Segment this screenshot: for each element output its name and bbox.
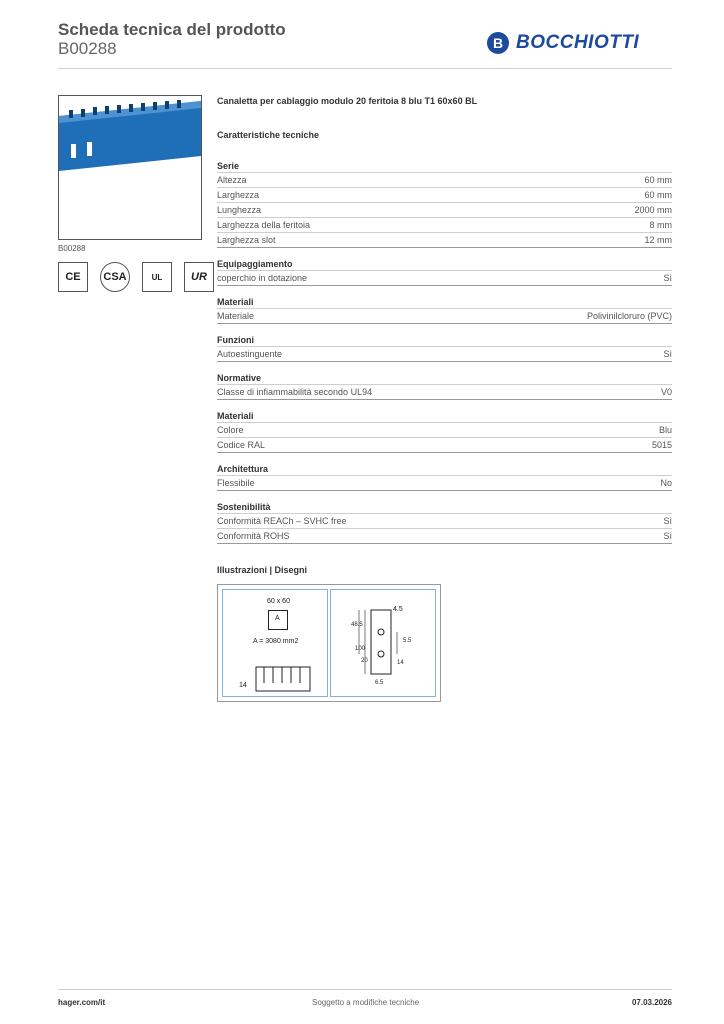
spec-label: Colore — [217, 425, 244, 435]
brand-logo — [486, 28, 639, 58]
dim-label: 48.5 — [351, 622, 363, 628]
certifications — [58, 262, 214, 292]
spec-sections — [217, 156, 672, 544]
section-heading: Materiali — [217, 406, 672, 423]
dim-label: 4.5 — [393, 606, 403, 613]
spec-row — [217, 423, 672, 438]
product-photo — [58, 95, 202, 240]
spec-value: 8 mm — [649, 220, 672, 230]
brand-logo-icon — [486, 31, 510, 55]
spec-value: V0 — [660, 387, 672, 397]
section-heading: Equipaggiamento — [217, 254, 672, 271]
spec-label: Lunghezza — [217, 205, 262, 215]
spec-value: Sì — [663, 531, 672, 541]
section-heading: Sostenibilità — [217, 497, 672, 514]
spec-row — [217, 529, 672, 544]
spec-row — [217, 203, 672, 218]
spec-label: Materiale — [217, 311, 255, 321]
spec-row — [217, 233, 672, 248]
dim-label: 14 — [397, 660, 404, 666]
spec-value: Sì — [663, 516, 672, 526]
spec-row — [217, 188, 672, 203]
dim-label: 5.5 — [403, 638, 412, 644]
spec-label: Codice RAL — [217, 440, 266, 450]
spec-row — [217, 476, 672, 491]
spec-label: Larghezza slot — [217, 235, 276, 245]
spec-value: Blu — [658, 425, 672, 435]
svg-text:B: B — [492, 35, 504, 51]
cross-section-icon — [268, 610, 288, 630]
spec-value: No — [660, 478, 672, 488]
spec-section — [217, 156, 672, 248]
header-divider — [58, 68, 672, 69]
dim-label: 6.5 — [375, 680, 384, 686]
spec-row — [217, 173, 672, 188]
spec-value: Sì — [663, 349, 672, 359]
spec-section — [217, 459, 672, 491]
spec-value: Sì — [663, 273, 672, 283]
spec-section — [217, 254, 672, 286]
spec-value: Polivinilcloruro (PVC) — [586, 311, 672, 321]
photo-code: B00288 — [58, 244, 86, 253]
csa-mark-icon: CSA — [100, 262, 130, 292]
spec-label: Classe di infiammabilità secondo UL94 — [217, 387, 373, 397]
size-label: 60 x 60 — [267, 598, 290, 605]
ur-mark-icon: UR — [184, 262, 214, 292]
area-letter: A — [275, 615, 280, 622]
area-label: A = 3080 mm2 — [253, 638, 299, 645]
spec-section — [217, 368, 672, 400]
spec-value: 5015 — [651, 440, 672, 450]
footer-link[interactable]: hager.com/it — [58, 998, 106, 1007]
illustrations-title: Illustrazioni | Disegni — [217, 565, 308, 575]
product-title: Canaletta per cablaggio modulo 20 feritoia 8 blu T1 60x60 BL — [217, 96, 478, 106]
cross-section-panel — [222, 589, 328, 697]
dim-label: 20 — [361, 658, 368, 664]
spec-label: Conformità REACh – SVHC free — [217, 516, 347, 526]
spec-value: 12 mm — [644, 235, 672, 245]
spec-row — [217, 385, 672, 400]
section-heading: Materiali — [217, 292, 672, 309]
spec-label: Larghezza della feritoia — [217, 220, 311, 230]
section-heading: Normative — [217, 368, 672, 385]
profile-drawing-icon — [349, 604, 419, 684]
section-heading: Architettura — [217, 459, 672, 476]
section-heading: Serie — [217, 156, 672, 173]
spec-row — [217, 309, 672, 324]
spec-label: Conformità ROHS — [217, 531, 290, 541]
illustrations-box — [217, 584, 441, 702]
spec-value: 60 mm — [644, 175, 672, 185]
footer-divider — [58, 989, 672, 990]
spec-label: Flessibile — [217, 478, 255, 488]
spec-section — [217, 292, 672, 324]
brand-name: BOCCHIOTTI — [516, 32, 640, 53]
spec-section — [217, 497, 672, 544]
ce-mark-icon: CE — [58, 262, 88, 292]
product-code: B00288 — [58, 39, 117, 58]
spec-row — [217, 514, 672, 529]
spec-label: coperchio in dotazione — [217, 273, 308, 283]
spec-value: 60 mm — [644, 190, 672, 200]
spec-label: Autoestinguente — [217, 349, 283, 359]
spec-label: Altezza — [217, 175, 247, 185]
spec-section — [217, 406, 672, 453]
spec-row — [217, 218, 672, 233]
spec-row — [217, 347, 672, 362]
spec-label: Larghezza — [217, 190, 260, 200]
footer-note: Soggetto a modifiche tecniche — [312, 998, 420, 1007]
footer-date: 07.03.2026 — [631, 998, 672, 1007]
page-title: Scheda tecnica del prodotto — [58, 20, 286, 39]
ul-mark-icon: UL — [142, 262, 172, 292]
spec-subtitle: Caratteristiche tecniche — [217, 130, 320, 140]
section-heading: Funzioni — [217, 330, 672, 347]
spec-row — [217, 438, 672, 453]
dim-label: 100 — [355, 646, 366, 652]
spec-row — [217, 271, 672, 286]
spec-value: 2000 mm — [634, 205, 672, 215]
profile-panel — [330, 589, 436, 697]
side-view-icon — [255, 666, 311, 692]
slot-dim: 14 — [239, 682, 247, 689]
spec-section — [217, 330, 672, 362]
spec-table — [217, 96, 672, 550]
